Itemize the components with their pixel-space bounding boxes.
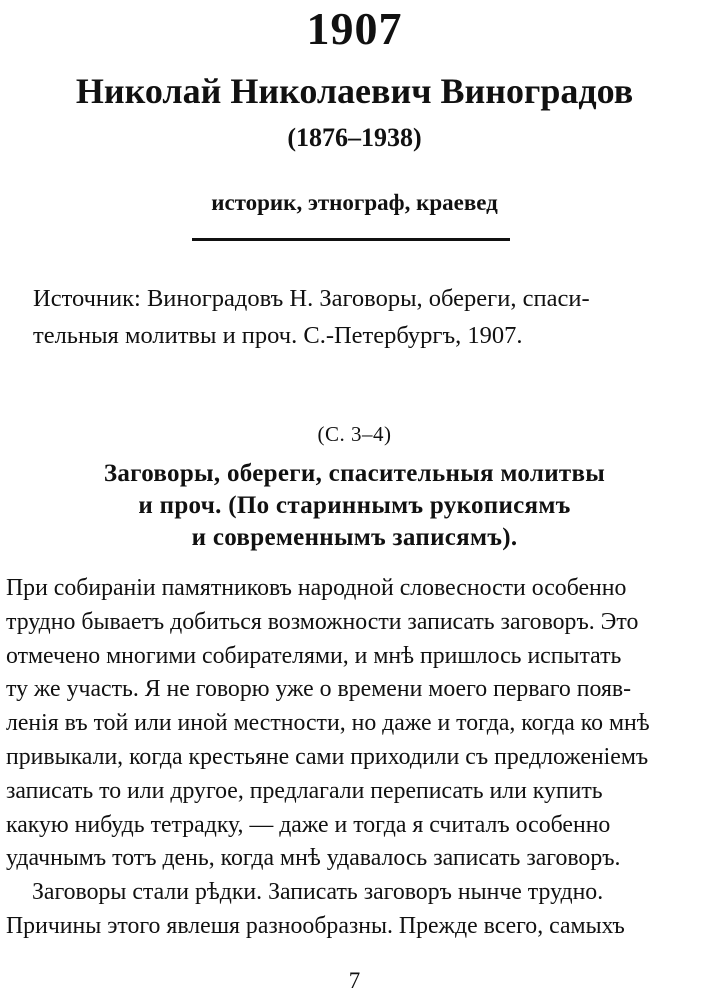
section-title [0,458,709,554]
body-line: удачнымъ тотъ день, когда мнѣ удавалось записать заговоръ. [6,845,621,872]
body-line: ту же участь. Я не говорю уже о времени моего перваго появ- [6,676,632,703]
body-line: отмечено многими собирателями, и мнѣ пришлось испытать [6,642,622,669]
section-title-line: и проч. (По стариннымъ рукописямъ [138,492,571,519]
section-title-line: Заговоры, обереги, спасительныя молитвы [103,460,606,487]
body-line: записать то или другое, предлагали переписать или купить [6,777,603,804]
body-line: ленiя въ той или иной местности, но даже и тогда, когда ко мнѣ [6,710,650,737]
body-line: трудно бываетъ добиться возможности записать заговоръ. Это [6,608,639,635]
section-title-line: и современнымъ записямъ). [191,524,518,551]
body-text [6,572,698,944]
author-name: Николай Николаевич Виноградов [75,71,634,111]
body-line: привыкали, когда крестьяне сами приходили съ предложенiемъ [6,743,649,770]
year-heading: 1907 [306,3,403,54]
source-line: тельныя молитвы и проч. С.-Петербургъ, 1907. [33,322,523,349]
life-years: (1876–1938) [287,123,422,152]
body-line: Причины этого явлешя разнообразны. Прежде всего, самыхъ [6,912,625,939]
body-line: При собиранiи памятниковъ народной словесности особенно [6,575,627,601]
divider-rule [192,238,510,241]
author-occupation: историк, этнограф, краевед [211,190,498,215]
body-line: какую нибудь тетрадку, — даже и тогда я считалъ особенно [6,811,611,838]
page-reference: (С. 3–4) [317,422,392,446]
body-line: Заговоры стали рѣдки. Записать заговоръ нынче трудно. [32,879,604,906]
page-number: 7 [348,968,361,993]
source-line: Источник: Виноградовъ Н. Заговоры, обереги, спаси- [33,285,590,312]
source-citation [33,280,683,354]
